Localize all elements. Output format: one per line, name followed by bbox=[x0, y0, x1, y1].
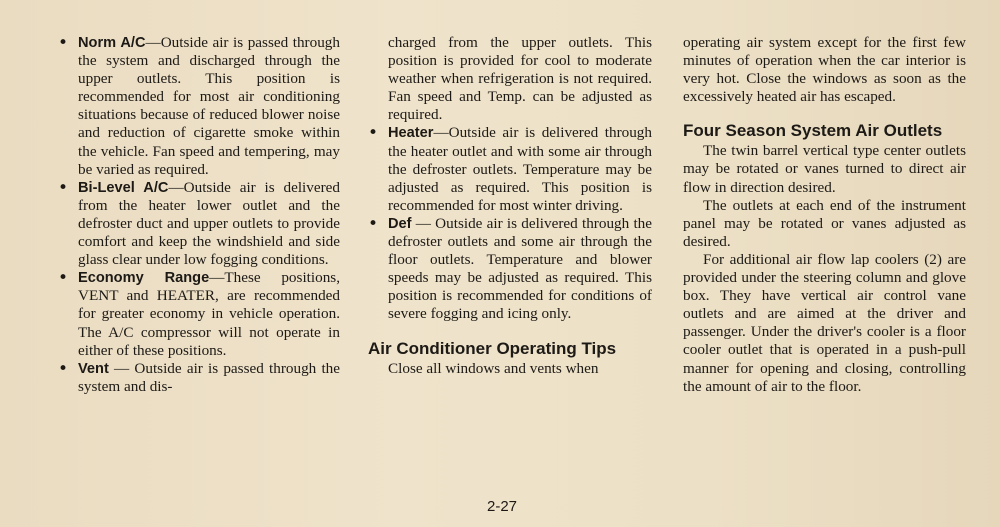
list-item-bi-level-ac bbox=[58, 179, 340, 269]
bullet-icon: • bbox=[58, 358, 69, 379]
item-term: Norm A/C bbox=[78, 35, 146, 51]
continuation-text: charged from the upper outlets. This position is provided for cool to moderate weather when refrigeration is not required. Fan speed and Temp. can be adjusted as required. bbox=[388, 34, 652, 124]
outlets-paragraph-1: The twin barrel vertical type center outlets may be rotated or vanes turned to direct air flow in direction desired. bbox=[683, 142, 966, 196]
tips-continuation: operating air system except for the first few minutes of operation when the car interior is very hot. Close the windows as soon as the excessively heated air has escaped. bbox=[683, 34, 966, 106]
bullet-icon: • bbox=[58, 33, 69, 53]
list-item-vent bbox=[58, 360, 340, 396]
list-item-def bbox=[368, 215, 652, 324]
list-item-norm-ac bbox=[58, 34, 340, 179]
item-separator: — bbox=[209, 269, 225, 287]
item-separator: — bbox=[411, 214, 436, 232]
item-term: Vent bbox=[78, 360, 109, 377]
item-text: Outside air is delivered through the defroster outlets and some air through the floor outlets. Temperature and blower speeds may be adjusted as required. This position is recommended for conditions of severe fogging and icing only. bbox=[388, 214, 653, 323]
section-heading-operating-tips: Air Conditioner Operating Tips bbox=[368, 338, 617, 358]
page-number: 2-27 bbox=[487, 498, 518, 515]
outlets-paragraph-2: The outlets at each end of the instrument panel may be rotated or vanes adjusted as desired. bbox=[683, 196, 966, 250]
bullet-icon: • bbox=[368, 213, 379, 234]
list-item-heater bbox=[368, 124, 652, 214]
item-text: These positions, VENT and HEATER, are recommended for greater economy in vehicle operation. The A/C compressor will not operate in either of these positions. bbox=[78, 269, 340, 359]
bullet-icon: • bbox=[58, 177, 69, 198]
item-term: Heater bbox=[388, 125, 434, 142]
column-2 bbox=[368, 34, 652, 378]
section-heading-air-outlets: Four Season System Air Outlets bbox=[683, 121, 943, 141]
item-separator: — bbox=[145, 34, 161, 51]
bullet-icon: • bbox=[368, 123, 379, 144]
item-text: Outside air is delivered from the heater lower outlet and the defroster duct and upper outlets to provide comfort and keep the windshield and side glass clear under low fogging conditions. bbox=[78, 178, 340, 269]
column-1 bbox=[58, 34, 340, 396]
item-separator: — bbox=[168, 178, 184, 196]
item-term: Economy Range bbox=[78, 270, 210, 287]
outlets-paragraph-3: For additional air flow lap coolers (2) are provided under the steering column and glove box. They have vertical air control vane outlets and are aimed at the driver and passenger. Under the driver's cooler is a floor cooler outlet that is operated in a push-pull manner for opening and closing, controlling the amount of air to the floor. bbox=[683, 250, 966, 395]
item-text: Outside air is passed through the system and discharged through the upper outlets. This position is recommended for most air conditioning situations because of reduced blower noise and reduction of cigarette smoke within the vehicle. Fan speed and tempering, may be varied as required. bbox=[78, 34, 340, 178]
item-text: Outside air is passed through the system and dis- bbox=[78, 359, 341, 395]
tips-paragraph: Close all windows and vents when bbox=[388, 359, 599, 377]
item-term: Def bbox=[388, 215, 412, 232]
item-text: Outside air is delivered through the heater outlet and with some air through the defroster outlets. Temperature may be adjusted as required. This position is recommended for most winter driving. bbox=[388, 124, 652, 214]
item-separator: — bbox=[433, 124, 449, 142]
column-3 bbox=[683, 34, 966, 396]
item-term: Bi-Level A/C bbox=[78, 179, 169, 196]
item-separator: — bbox=[108, 359, 135, 377]
vent-continuation bbox=[368, 34, 652, 124]
bullet-icon: • bbox=[58, 268, 69, 289]
list-item-economy-range bbox=[58, 269, 340, 359]
